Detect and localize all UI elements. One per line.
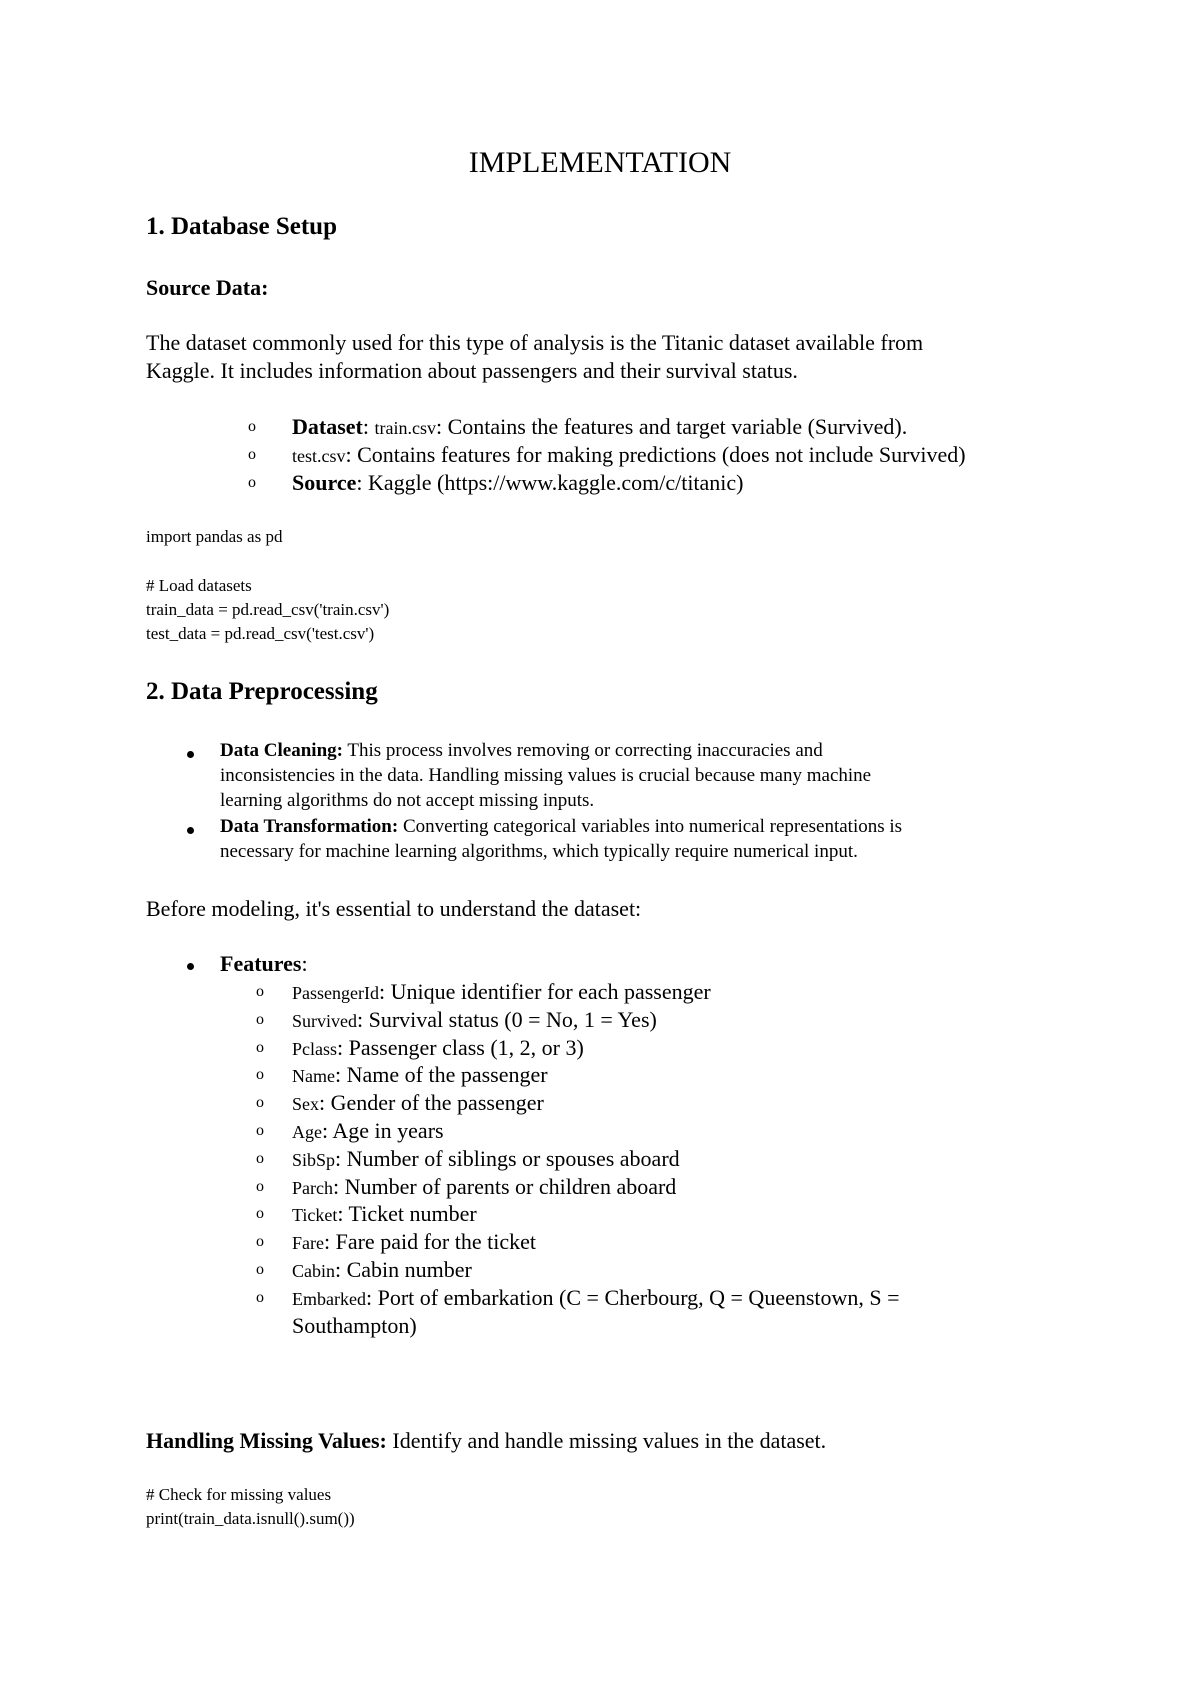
bullet-dot-icon [187,827,194,834]
document-page: IMPLEMENTATION 1. Database Setup Source Data: The dataset commonly used for this type of analysis is the Titanic dataset available from Kaggle. It includes information about passengers and their survival status. o Dataset: train.csv: Contains the features and target variable (Survived). o test.csv: Contains features for making predictions (does not include Survived) o Source: Kaggle (https://www.kaggle.com/c/titanic) import pandas as pd # Load datasets train_data = pd.read_csv('train.csv') test_data = pd.read_csv('test.csv') 2. Data Preprocessing Data Cleaning: This process involves removing or correcting inaccuracies and inconsistencies in the data. Handling missing values is crucial because many machine learning algorithms do not accept missing inputs. Data Transformation: Converting categorical variables into numerical representations is necessary for machine learning algorithms, which typically require numerical input. Before modeling, it's essential to understand the dataset: Features: o PassengerId: Unique identifier for each passenger o Survived: Survival status (0 = No, 1 = Yes) o Pclass: Passenger class (1, 2, or 3) o Name: Name of the passenger o Sex: Gender of the passenger o Age: Age in years o SibSp: Number of siblings or spouses aboard o Parch: Number of parents or children aboard o Ticket: Ticket number o Fare: Fare paid for the ticket o Cabin: Cabin number o Embarked: Port of embarkation (C = Cherbourg, Q = Queenstown, S = Southampton) Handling Missing Values: Identify and handle missing values in the dataset. # Check for missing values print(train_data.isnull().sum()) [0,0,1200,1696]
code-missing-comment: # Check for missing values [146,1485,332,1504]
feature-list-item: Sex: Gender of the passenger [292,1090,544,1115]
data-cleaning-line-3: learning algorithms do not accept missing inputs. [220,790,595,811]
feature-list-item: Age: Age in years [292,1118,444,1143]
code-import-line: import pandas as pd [146,527,283,546]
feature-list-item: Cabin: Cabin number [292,1257,472,1282]
feature-list-item: Pclass: Passenger class (1, 2, or 3) [292,1035,584,1060]
feature-list-item: Embarked: Port of embarkation (C = Cherbourg, Q = Queenstown, S = [292,1285,900,1310]
test-csv-list-item: test.csv: Contains features for making predictions (does not include Survived) [292,442,966,467]
feature-list-item: Parch: Number of parents or children aboard [292,1174,677,1199]
code-test-line: test_data = pd.read_csv('test.csv') [146,624,375,643]
features-label: Features: [220,951,308,976]
data-cleaning-line-2: inconsistencies in the data. Handling missing values is crucial because many machine [220,765,872,786]
handling-missing-values: Handling Missing Values: Identify and handle missing values in the dataset. [146,1428,827,1453]
before-modeling-text: Before modeling, it's essential to understand the dataset: [146,896,642,921]
intro-paragraph-line-1: The dataset commonly used for this type of analysis is the Titanic dataset available from [146,330,924,355]
data-transformation-line-1: Data Transformation: Converting categorical variables into numerical representations is [220,816,903,837]
feature-list-item: PassengerId: Unique identifier for each passenger [292,979,711,1004]
data-transformation-line-2: necessary for machine learning algorithms, which typically require numerical input. [220,841,858,862]
code-missing-print: print(train_data.isnull().sum()) [146,1509,355,1528]
source-data-subheading: Source Data: [146,275,269,300]
feature-list-item: SibSp: Number of siblings or spouses aboard [292,1146,680,1171]
dataset-list-item: Dataset: train.csv: Contains the features and target variable (Survived). [292,414,908,439]
code-train-line: train_data = pd.read_csv('train.csv') [146,600,390,619]
feature-list-item: Survived: Survival status (0 = No, 1 = Yes) [292,1007,657,1032]
bullet-dot-icon [187,963,194,970]
data-cleaning-line-1: Data Cleaning: This process involves removing or correcting inaccuracies and [220,740,823,761]
section-1-heading: 1. Database Setup [146,213,337,240]
feature-list-item: Name: Name of the passenger [292,1062,548,1087]
feature-list-item-continuation: Southampton) [292,1313,417,1338]
intro-paragraph-line-2: Kaggle. It includes information about passengers and their survival status. [146,358,798,383]
page-title: IMPLEMENTATION [468,146,732,179]
feature-list-item: Ticket: Ticket number [292,1201,477,1226]
code-comment-line: # Load datasets [146,576,252,595]
section-2-heading: 2. Data Preprocessing [146,678,378,705]
source-list-item: Source: Kaggle (https://www.kaggle.com/c/titanic) [292,470,744,495]
feature-list-item: Fare: Fare paid for the ticket [292,1229,536,1254]
bullet-dot-icon [187,751,194,758]
